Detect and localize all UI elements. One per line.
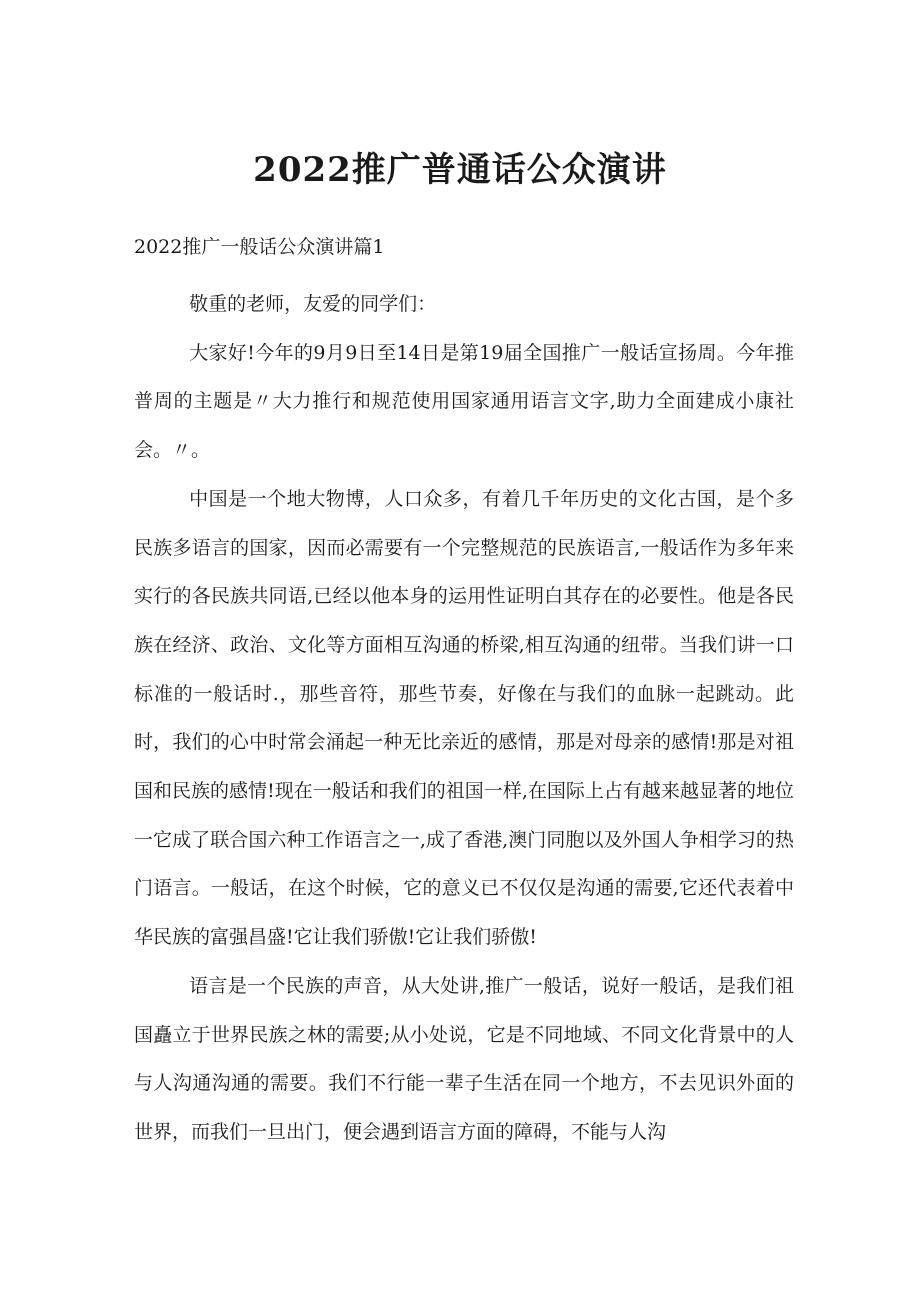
document-title: 2022推广普通话公众演讲 [253, 150, 667, 190]
document-body [134, 280, 794, 1157]
salutation-paragraph: 敬重的老师，友爱的同学们： [189, 293, 437, 315]
body-paragraph: 大家好!今年的9月9日至14日是第19届全国推广一般话宣扬周。今年推普周的主题是〃大力推行和规范使用国家通用语言文字,助力全面建成小康社会。〃。 [134, 341, 794, 462]
body-paragraph: 中国是一个地大物博，人口众多，有着几千年历史的文化古国，是个多民族多语言的国家，因而必需要有一个完整规范的民族语言,一般话作为多年来实行的各民族共同语,已经以他本身的运用性证明白其存在的必要性。他是各民族在经济、政治、文化等方面相互沟通的桥梁,相互沟通的纽带。当我们讲一口标准的一般话时.，那些音符，那些节奏，好像在与我们的血脉一起跳动。此时，我们的心中时常会涌起一种无比亲近的感情，那是对母亲的感情!那是对祖国和民族的感情!现在一般话和我们的祖国一样,在国际上占有越来越显著的地位一它成了联合国六种工作语言之一,成了香港,澳门同胞以及外国人争相学习的热门语言。一般话，在这个时候，它的意义已不仅仅是沟通的需要,它还代表着中华民族的富强昌盛!它让我们骄傲!它让我们骄傲! [134, 487, 794, 949]
body-paragraph: 语言是一个民族的声音，从大处讲,推广一般话，说好一般话，是我们祖国矗立于世界民族之林的需要;从小处说，它是不同地域、不同文化背景中的人与人沟通沟通的需要。我们不行能一辈子生活在同一个地方，不去见识外面的世界，而我们一旦出门，便会遇到语言方面的障碍，不能与人沟 [134, 974, 794, 1143]
section-heading: 2022推广一般话公众演讲篇1 [134, 236, 385, 258]
